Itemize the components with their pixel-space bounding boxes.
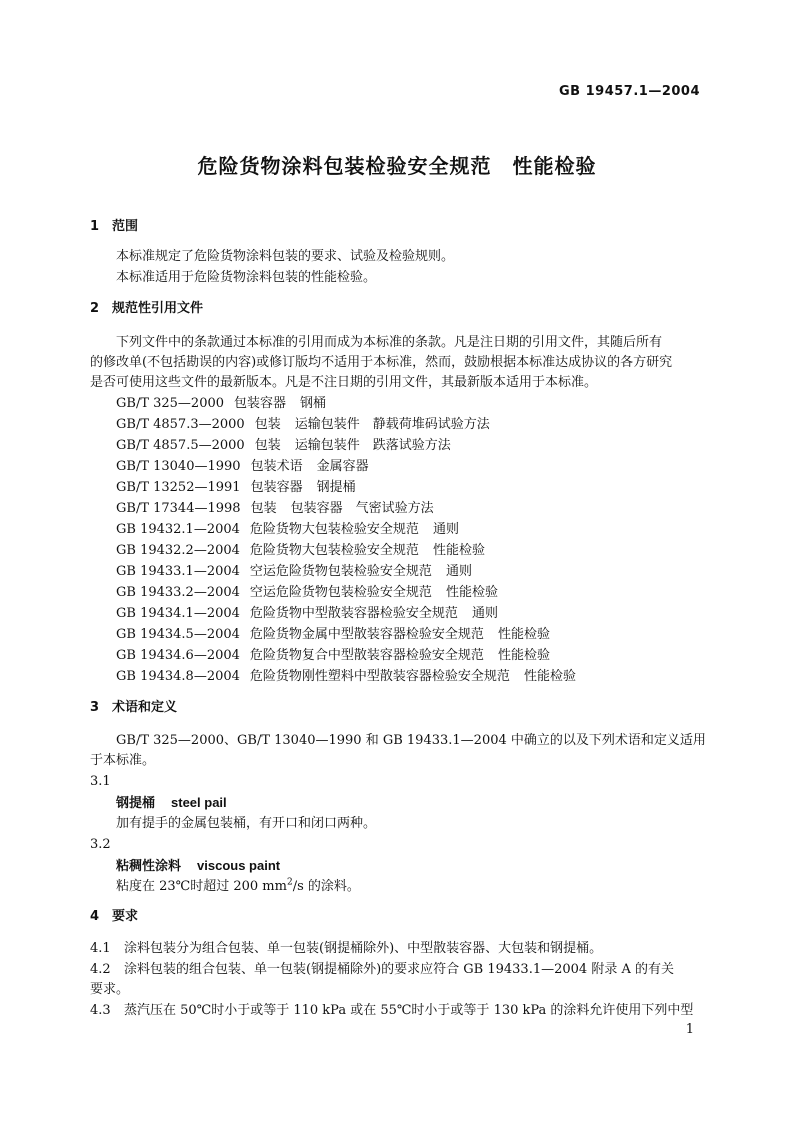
ref-title: 危险货物大包装检验安全规范 xyxy=(249,543,419,558)
ref-code: GB/T 4857.5—2000 xyxy=(116,438,245,453)
ref-subtitle: 通则 xyxy=(432,522,459,537)
ref-subtitle: 性能检验 xyxy=(432,543,485,558)
section-title: 规范性引用文件 xyxy=(112,301,204,316)
ref-subtitle: 性能检验 xyxy=(497,627,550,642)
term-heading xyxy=(116,792,227,814)
superscript: 2 xyxy=(286,877,293,888)
ref-code: GB/T 17344—1998 xyxy=(116,501,241,516)
reference-item xyxy=(116,477,356,498)
term-definition: 加有提手的金属包装桶，有开口和闭口两种。 xyxy=(116,816,377,831)
ref-title: 包装容器 xyxy=(250,480,303,495)
paragraph-line: 下列文件中的条款通过本标准的引用而成为本标准的条款。凡是注日期的引用文件，其随后所有 xyxy=(116,335,663,350)
ref-subtitle: 通则 xyxy=(445,564,472,579)
definition-text: /s 的涂料。 xyxy=(292,879,360,894)
ref-code: GB 19434.8—2004 xyxy=(116,669,240,684)
term-number: 3.1 xyxy=(90,774,111,789)
clause-number: 4.3 xyxy=(90,1003,111,1018)
ref-code: GB 19434.5—2004 xyxy=(116,627,240,642)
ref-subtitle: 包装容器 气密试验方法 xyxy=(290,501,434,516)
reference-item xyxy=(116,519,459,540)
section-1-heading xyxy=(90,216,138,237)
section-title: 要求 xyxy=(112,909,139,924)
term-heading xyxy=(116,855,280,877)
paragraph-line: GB/T 325—2000、GB/T 13040—1990 和 GB 19433.1—2004 中确立的以及下列术语和定义适用 xyxy=(116,733,706,748)
ref-title: 包装 xyxy=(250,501,277,516)
reference-item xyxy=(116,456,369,477)
term-cn: 粘稠性涂料 xyxy=(116,859,182,874)
reference-item xyxy=(116,393,326,414)
section-number: 4 xyxy=(90,909,100,924)
ref-title: 空运危险货物包装检验安全规范 xyxy=(249,585,432,600)
ref-code: GB 19432.1—2004 xyxy=(116,522,240,537)
ref-subtitle: 性能检验 xyxy=(497,648,550,663)
section-number: 3 xyxy=(90,700,100,715)
ref-subtitle: 性能检验 xyxy=(523,669,576,684)
section-number: 2 xyxy=(90,301,100,316)
page-number: 1 xyxy=(685,1022,694,1037)
ref-code: GB 19433.2—2004 xyxy=(116,585,240,600)
section-3-heading xyxy=(90,697,177,718)
reference-item xyxy=(116,603,498,624)
clause-number: 4.1 xyxy=(90,941,111,956)
reference-item xyxy=(116,666,576,687)
ref-subtitle: 运输包装件 静载荷堆码试验方法 xyxy=(294,417,490,432)
ref-title: 包装容器 xyxy=(234,396,287,411)
ref-code: GB 19434.1—2004 xyxy=(116,606,240,621)
clause xyxy=(90,938,602,959)
ref-title: 危险货物大包装检验安全规范 xyxy=(249,522,419,537)
ref-code: GB/T 13252—1991 xyxy=(116,480,241,495)
ref-subtitle: 通则 xyxy=(471,606,498,621)
ref-code: GB/T 4857.3—2000 xyxy=(116,417,245,432)
reference-item xyxy=(116,498,434,519)
clause-number: 4.2 xyxy=(90,962,111,977)
reference-item xyxy=(116,540,485,561)
clause-text: 涂料包装的组合包装、单一包装(钢提桶除外)的要求应符合 GB 19433.1—2004 附录 A 的有关 xyxy=(124,962,674,977)
ref-subtitle: 钢提桶 xyxy=(316,480,356,495)
reference-item xyxy=(116,414,490,435)
section-4-heading xyxy=(90,906,138,927)
section-title: 范围 xyxy=(112,219,139,234)
ref-title: 包装术语 xyxy=(250,459,303,474)
reference-item xyxy=(116,582,498,603)
ref-code: GB 19433.1—2004 xyxy=(116,564,240,579)
paragraph: 本标准适用于危险货物涂料包装的性能检验。 xyxy=(116,270,377,285)
term-number: 3.2 xyxy=(90,837,111,852)
definition-text: 粘度在 23℃时超过 200 mm xyxy=(116,879,287,894)
clause-text: 蒸汽压在 50℃时小于或等于 110 kPa 或在 55℃时小于或等于 130 kPa 的涂料允许使用下列中型 xyxy=(124,1003,694,1018)
ref-title: 危险货物中型散装容器检验安全规范 xyxy=(249,606,458,621)
ref-title: 空运危险货物包装检验安全规范 xyxy=(249,564,432,579)
ref-title: 包装 xyxy=(254,417,281,432)
standard-number: GB 19457.1—2004 xyxy=(559,84,700,99)
paragraph-line: 于本标准。 xyxy=(90,753,156,768)
reference-item xyxy=(116,624,550,645)
ref-code: GB/T 325—2000 xyxy=(116,396,225,411)
ref-title: 危险货物金属中型散装容器检验安全规范 xyxy=(249,627,484,642)
ref-subtitle: 运输包装件 跌落试验方法 xyxy=(294,438,451,453)
ref-code: GB/T 13040—1990 xyxy=(116,459,241,474)
section-number: 1 xyxy=(90,219,100,234)
ref-subtitle: 性能检验 xyxy=(445,585,498,600)
ref-code: GB 19432.2—2004 xyxy=(116,543,240,558)
clause-continuation: 要求。 xyxy=(90,982,130,997)
term-en: steel pail xyxy=(171,795,227,810)
reference-item xyxy=(116,645,550,666)
ref-subtitle: 金属容器 xyxy=(316,459,369,474)
section-2-heading xyxy=(90,298,203,319)
document-title: 危险货物涂料包装检验安全规范 性能检验 xyxy=(197,154,597,178)
clause xyxy=(90,1000,693,1021)
ref-subtitle: 钢桶 xyxy=(300,396,327,411)
ref-title: 危险货物复合中型散装容器检验安全规范 xyxy=(249,648,484,663)
ref-title: 包装 xyxy=(254,438,281,453)
term-cn: 钢提桶 xyxy=(116,796,156,811)
paragraph-line: 是否可使用这些文件的最新版本。凡是不注日期的引用文件，其最新版本适用于本标准。 xyxy=(90,375,598,390)
clause-text: 涂料包装分为组合包装、单一包装(钢提桶除外)、中型散装容器、大包装和钢提桶。 xyxy=(124,941,603,956)
section-title: 术语和定义 xyxy=(112,700,178,715)
ref-title: 危险货物刚性塑料中型散装容器检验安全规范 xyxy=(249,669,510,684)
reference-item xyxy=(116,435,451,456)
ref-code: GB 19434.6—2004 xyxy=(116,648,240,663)
term-definition xyxy=(116,876,360,897)
term-en: viscous paint xyxy=(197,858,281,873)
reference-item xyxy=(116,561,472,582)
paragraph-line: 的修改单(不包括勘误的内容)或修订版均不适用于本标准，然而，鼓励根据本标准达成协议的各方研究 xyxy=(90,355,673,370)
paragraph: 本标准规定了危险货物涂料包装的要求、试验及检验规则。 xyxy=(116,249,455,264)
clause xyxy=(90,959,674,980)
